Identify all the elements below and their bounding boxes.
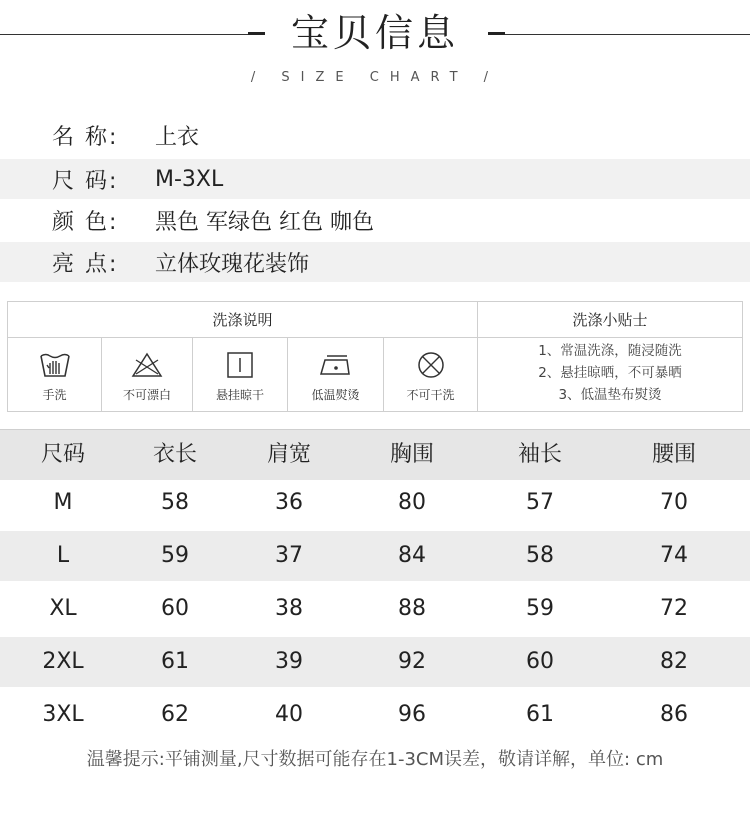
care-item-hand-wash — [8, 338, 102, 411]
table-cell: 58 — [526, 543, 554, 568]
low-iron-icon — [317, 350, 355, 380]
care-item-line-dry — [193, 338, 288, 411]
info-value: 立体玫瑰花装饰 — [155, 251, 310, 277]
care-tips — [478, 338, 742, 411]
table-cell: 86 — [660, 702, 688, 727]
table-cell: 59 — [526, 596, 554, 621]
table-cell: 74 — [660, 543, 688, 568]
care-item-label: 不可漂白 — [122, 388, 171, 402]
table-cell: 57 — [526, 490, 554, 515]
care-item-label: 低温熨烫 — [311, 388, 360, 402]
no-dry-clean-icon — [414, 350, 448, 380]
table-cell: 37 — [275, 543, 303, 568]
care-item-low-iron — [288, 338, 384, 411]
page-title: 宝贝信息 — [290, 11, 459, 55]
care-tip: 3、低温垫布熨烫 — [558, 387, 662, 403]
care-item-label: 不可干洗 — [406, 388, 455, 402]
info-row-name — [0, 115, 750, 155]
table-cell: 70 — [660, 490, 688, 515]
care-tips-title: 洗涤小贴士 — [478, 302, 742, 338]
table-cell: XL — [49, 596, 77, 621]
table-header-cell: 衣长 — [152, 442, 197, 467]
table-cell: 92 — [398, 649, 426, 674]
table-cell: 58 — [161, 490, 189, 515]
hand-wash-icon — [38, 350, 72, 380]
table-cell: M — [53, 490, 73, 515]
care-tip: 1、常温洗涤，随浸随洗 — [538, 343, 682, 359]
care-item-no-dry-clean — [384, 338, 478, 411]
table-cell: L — [56, 543, 70, 568]
table-cell: 61 — [161, 649, 189, 674]
footer-note: 温馨提示:平铺测量,尺寸数据可能存在1-3CM误差，敬请详解，单位: cm — [86, 749, 664, 770]
table-cell: 60 — [161, 596, 189, 621]
info-value: M-3XL — [155, 166, 224, 192]
care-instructions-title: 洗涤说明 — [8, 302, 478, 338]
line-dry-icon — [223, 350, 257, 380]
info-label: 尺 码: — [52, 168, 119, 194]
table-cell: 88 — [398, 596, 426, 621]
table-header-cell: 袖长 — [517, 442, 562, 467]
info-row-color — [0, 200, 750, 240]
table-cell: 82 — [660, 649, 688, 674]
care-table — [7, 301, 743, 412]
care-item-label: 手洗 — [42, 388, 67, 402]
table-cell: 60 — [526, 649, 554, 674]
table-cell: 36 — [275, 490, 303, 515]
table-cell: 40 — [275, 702, 303, 727]
info-value: 黑色 军绿色 红色 咖色 — [155, 209, 374, 235]
table-row — [0, 584, 750, 634]
table-cell: 62 — [161, 702, 189, 727]
table-cell: 39 — [275, 649, 303, 674]
table-row — [0, 478, 750, 528]
care-item-label: 悬挂晾干 — [215, 388, 264, 402]
table-cell: 61 — [526, 702, 554, 727]
info-label: 亮 点: — [52, 251, 119, 277]
care-item-no-bleach — [102, 338, 193, 411]
info-label: 颜 色: — [52, 209, 119, 235]
table-cell: 38 — [275, 596, 303, 621]
care-tip: 2、悬挂晾晒，不可暴晒 — [538, 365, 682, 381]
table-cell: 59 — [161, 543, 189, 568]
info-label: 名 称: — [52, 124, 119, 150]
table-cell: 84 — [398, 543, 426, 568]
table-cell: 72 — [660, 596, 688, 621]
table-cell: 96 — [398, 702, 426, 727]
info-value: 上衣 — [155, 124, 200, 150]
table-row — [0, 637, 750, 687]
table-row — [0, 531, 750, 581]
table-cell: 2XL — [42, 649, 84, 674]
info-row-size — [0, 159, 750, 199]
table-header-cell: 腰围 — [651, 442, 696, 467]
table-cell: 3XL — [42, 702, 84, 727]
no-bleach-icon — [130, 350, 164, 380]
table-row — [0, 690, 750, 740]
table-cell: 80 — [398, 490, 426, 515]
table-header-cell: 尺码 — [40, 442, 85, 467]
table-header-cell: 肩宽 — [266, 442, 311, 467]
size-table-header — [0, 430, 750, 480]
table-header-cell: 胸围 — [389, 442, 434, 467]
info-row-highlight — [0, 242, 750, 282]
page-subtitle: / SIZE CHART / — [250, 70, 500, 85]
